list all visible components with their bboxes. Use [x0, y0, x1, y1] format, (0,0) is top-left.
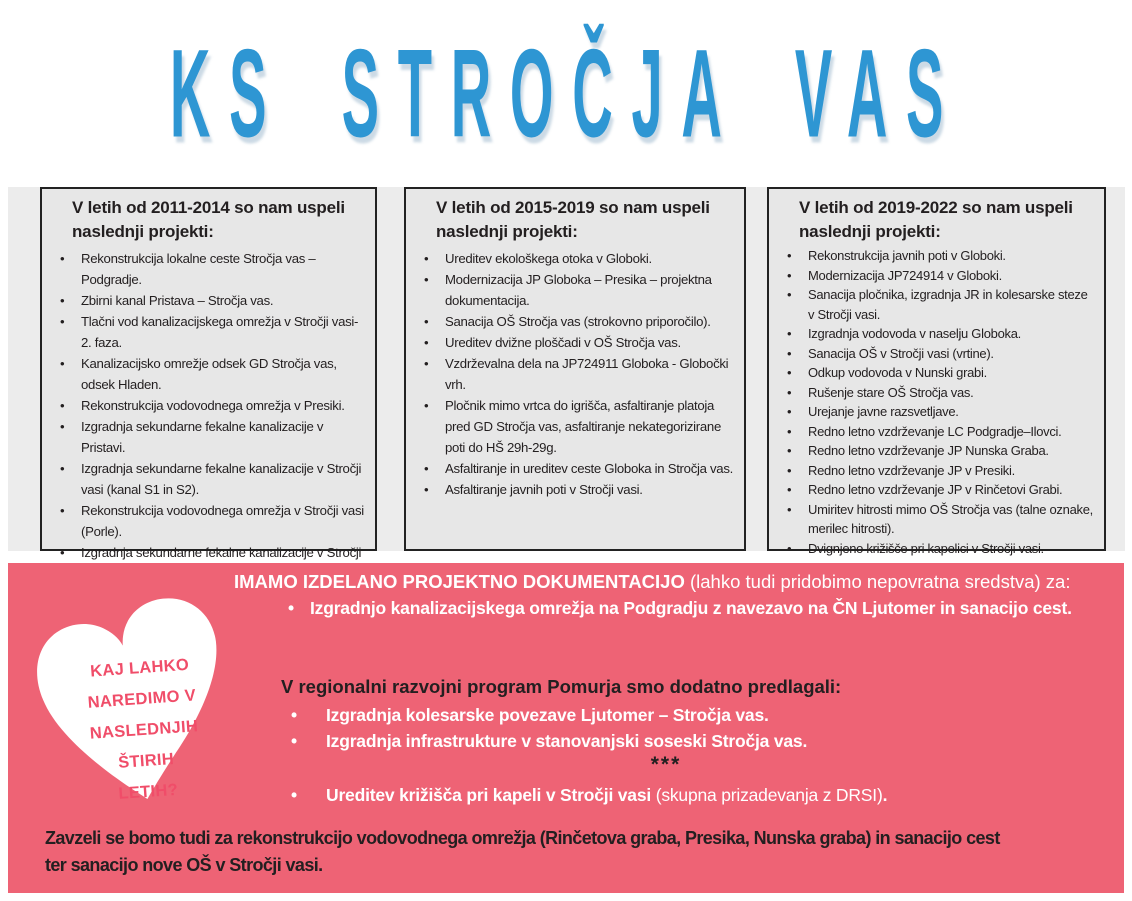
- project-item: • Umiritev hitrosti mimo OŠ Stročja vas (talne oznake, merilec hitrosti).: [778, 500, 1095, 539]
- project-item: • Ureditev ekološkega otoka v Globoki.: [415, 248, 735, 269]
- heart-question: [39, 646, 249, 815]
- project-item: • Rekonstrukcija javnih poti v Globoki.: [778, 246, 1095, 266]
- project-item: • Rekonstrukcija vodovodnega omrežja v Stročji vasi (Porle).: [51, 500, 366, 542]
- project-item: • Vzdrževalna dela na JP724911 Globoka - Globočki vrh.: [415, 353, 735, 395]
- crossing-item: [226, 782, 1121, 808]
- project-item: • Ureditev dvižne ploščadi v OŠ Stročja vas.: [415, 332, 735, 353]
- crossing-regular: (skupna prizadevanja z DRSI): [651, 785, 883, 805]
- documentation-item: • Izgradnjo kanalizacijskega omrežja na Podgradju z navezavo na ČN Ljutomer in sanacijo cest.: [226, 595, 1096, 621]
- heart-question-line: ŠTIRIH: [117, 749, 175, 772]
- project-item: • Rekonstrukcija lokalne ceste Stročja vas – Podgradje.: [51, 248, 366, 290]
- documentation-block: [226, 568, 1096, 621]
- future-plans-section: [8, 563, 1124, 893]
- page-title: KS STROČJA VAS: [169, 22, 963, 163]
- documentation-heading-bold: IMAMO IZDELANO PROJEKTNO DOKUMENTACIJO: [234, 571, 685, 592]
- crossing-period: .: [882, 785, 888, 805]
- project-item: • Rekonstrukcija vodovodnega omrežja v Presiki.: [51, 395, 366, 416]
- project-item: • Tlačni vod kanalizacijskega omrežja v Stročji vasi-2. faza.: [51, 311, 366, 353]
- project-item: • Sanacija OŠ Stročja vas (strokovno priporočilo).: [415, 311, 735, 332]
- project-item: • Pločnik mimo vrtca do igrišča, asfaltiranje platoja pred GD Stročja vas, asfaltiranje nekategorizirane poti do HŠ 29h-29g.: [415, 395, 735, 458]
- heart-question-line: NAREDIMO V: [87, 686, 197, 712]
- documentation-heading-rest: (lahko tudi pridobimo nepovratna sredstva) za:: [684, 571, 1071, 592]
- projects-list: [778, 246, 1095, 558]
- page-header: [0, 10, 1132, 175]
- project-item: • Asfaltiranje javnih poti v Stročji vasi.: [415, 479, 735, 500]
- project-item: • Rušenje stare OŠ Stročja vas.: [778, 383, 1095, 403]
- asterisk-separator: ***: [650, 753, 682, 776]
- regional-heading: V regionalni razvojni program Pomurja smo dodatno predlagali:: [281, 676, 842, 697]
- project-item: • Modernizacija JP Globoka – Presika – projektna dokumentacija.: [415, 269, 735, 311]
- project-item: • Redno letno vzdrževanje JP Nunska Graba.: [778, 441, 1095, 461]
- project-item: • Redno letno vzdrževanje LC Podgradje–Ilovci.: [778, 422, 1095, 442]
- project-item: • Dvignjeno križišče pri kapelici v Stročji vasi.: [778, 539, 1095, 559]
- project-item: • Sanacija pločnika, izgradnja JR in kolesarske steze v Stročji vasi.: [778, 285, 1095, 324]
- project-item: • Zbirni kanal Pristava – Stročja vas.: [51, 290, 366, 311]
- project-item: • Asfaltiranje in ureditev ceste Globoka in Stročja vas.: [415, 458, 735, 479]
- projects-list: [415, 248, 735, 500]
- project-item: • Redno letno vzdrževanje JP v Rinčetovi Grabi.: [778, 480, 1095, 500]
- project-item: • Sanacija OŠ v Stročji vasi (vrtine).: [778, 344, 1095, 364]
- project-item: • Urejanje javne razsvetljave.: [778, 402, 1095, 422]
- documentation-heading: [234, 568, 1096, 595]
- project-item: • Redno letno vzdrževanje JP v Presiki.: [778, 461, 1095, 481]
- crossing-bold: Ureditev križišča pri kapeli v Stročji vasi: [326, 785, 652, 805]
- regional-program-block: [226, 673, 1106, 754]
- projects-box-2011-2014: [40, 187, 377, 560]
- regional-list: [226, 702, 1106, 754]
- regional-item: • Izgradnja kolesarske povezave Ljutomer – Stročja vas.: [226, 702, 1106, 728]
- documentation-list: [226, 595, 1096, 621]
- project-item: • Izgradnja sekundarne fekalne kanalizacije v Pristavi.: [51, 416, 366, 458]
- projects-box-heading: V letih od 2011-2014 so nam uspeli naslednji projekti:: [72, 198, 345, 241]
- projects-list: [51, 248, 366, 584]
- heart-question-line: NASLEDNJIH: [89, 717, 199, 743]
- regional-item: • Izgradnja infrastrukture v stanovanjski soseski Stročja vas.: [226, 728, 1106, 754]
- projects-band: [8, 187, 1125, 560]
- projects-box-heading: V letih od 2019-2022 so nam uspeli naslednji projekti:: [799, 198, 1073, 241]
- project-item: • Izgradnja sekundarne fekalne kanalizacije v Stročji vasi (kanal S1 in S2).: [51, 458, 366, 500]
- project-item: • Kanalizacijsko omrežje odsek GD Stročja vas, odsek Hladen.: [51, 353, 366, 395]
- projects-box-2019-2022: [767, 187, 1106, 556]
- heart-question-line: LETIH?: [117, 780, 179, 803]
- projects-box-heading: V letih od 2015-2019 so nam uspeli naslednji projekti:: [436, 198, 710, 241]
- commitment-footer: Zavzeli se bomo tudi za rekonstrukcijo vodovodnega omrežja (Rinčetova graba, Presika, Nunska graba) in sanacijo cest ter sanacijo nove OŠ v Stročji vasi.: [45, 828, 1000, 875]
- projects-box-2015-2019: [404, 187, 746, 551]
- project-item: • Izgradnja sekundarne fekalne kanalizacije v Stročji: [51, 542, 366, 584]
- project-item: • Modernizacija JP724914 v Globoki.: [778, 266, 1095, 286]
- project-item: • Izgradnja vodovoda v naselju Globoka.: [778, 324, 1095, 344]
- project-item: • Odkup vodovoda v Nunski grabi.: [778, 363, 1095, 383]
- heart-question-line: KAJ LAHKO: [89, 655, 190, 681]
